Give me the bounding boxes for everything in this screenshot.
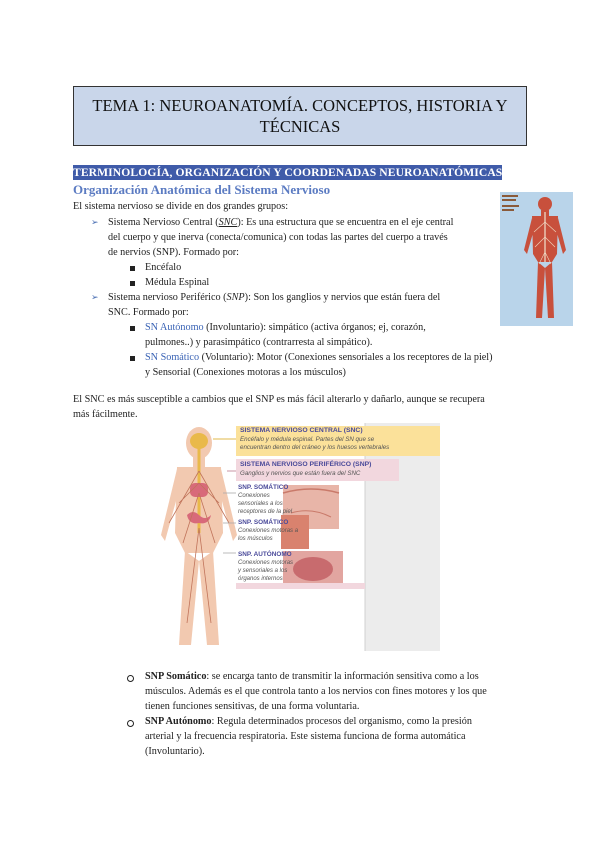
snc-line-3: de nervios (SNP). Formado por: <box>108 247 240 258</box>
bullet-autonomo-line-1: SNP Autónomo: Regula determinados procesos del organismo, como la presión <box>145 716 472 727</box>
paragraph-line-2: más fácilmente. <box>73 409 138 420</box>
square-bullet-icon <box>130 281 135 286</box>
snc-item-encefalo: Encéfalo <box>145 262 182 273</box>
fig-somatico2-desc: Conexiones motoras a los músculos <box>238 528 299 542</box>
square-bullet-icon <box>130 266 135 271</box>
snp-line-2: SNC. Formado por: <box>108 307 189 318</box>
circle-bullet-icon <box>127 720 134 727</box>
snp-somatico-line-2: y Sensorial (Conexiones motoras a los músculos) <box>145 367 346 378</box>
square-bullet-icon <box>130 326 135 331</box>
sn-somatico-label: SN Somático <box>145 352 200 363</box>
fig-snp-desc: Ganglios y nervios que están fuera del SNC <box>240 470 361 477</box>
snp-autonomo-line-1: SN Autónomo (Involuntario): simpático (activa órganos; ej, corazón, <box>145 322 426 333</box>
snc-line-1: Sistema Nervioso Central (SNC): Es una estructura que se encuentra en el eje central <box>108 217 454 228</box>
paragraph-line-1: El SNC es más susceptible a cambios que el SNP es más fácil alterarlo y dañarlo, aunque se recupera <box>73 394 485 405</box>
snc-item-medula: Médula Espinal <box>145 277 210 288</box>
snp-line-1: Sistema nervioso Periférico (SNP): Son los ganglios y nervios que están fuera del <box>108 292 441 303</box>
title-line-2: TÉCNICAS <box>259 117 341 136</box>
arrow-bullet-icon: ➢ <box>91 292 99 302</box>
bullet-autonomo-line-2: arterial y la frecuencia respiratoria. Este sistema funciona de forma automática <box>145 731 466 742</box>
bullet-somatico-line-2: músculos. Además es el que controla tanto a los nervios con fines motores y los que <box>145 686 487 697</box>
bullet-somatico-line-3: tienen funciones sensitivas, de una forma voluntaria. <box>145 701 360 712</box>
snp-abbr: SNP <box>226 292 245 303</box>
fig-snc-title: SISTEMA NERVIOSO CENTRAL (SNC) <box>240 427 363 434</box>
circle-bullet-icon <box>127 675 134 682</box>
section-heading: TERMINOLOGÍA, ORGANIZACIÓN Y COORDENADAS NEUROANATÓMICAS <box>73 166 503 179</box>
sn-autonomo-label: SN Autónomo <box>145 322 204 333</box>
nervous-system-figure <box>143 423 440 651</box>
square-bullet-icon <box>130 356 135 361</box>
snc-line-2: del cuerpo y que inerva (conecta/comunica) con todas las partes del cuerpo a través <box>108 232 448 243</box>
fig-snc-desc-1: Encéfalo y médula espinal. Partes del SN que se <box>240 436 375 443</box>
intro-text: El sistema nervioso se divide en dos grandes grupos: <box>73 201 289 212</box>
fig-snc-desc-2: encuentran dentro del cráneo y los huesos vertebrales <box>240 444 390 451</box>
snp-somatico-term: SNP Somático <box>145 671 207 682</box>
page-title <box>73 86 527 146</box>
bullet-somatico-line-1: SNP Somático: se encarga tanto de transmitir la información sensitiva como a los <box>145 671 479 682</box>
snp-autonomo-term: SNP Autónomo <box>145 716 212 727</box>
snc-abbr: SNC <box>218 217 238 228</box>
fig-somatico2-title: SNP. SOMÁTICO <box>238 519 289 526</box>
subsection-heading: Organización Anatómica del Sistema Nervioso <box>73 182 331 197</box>
fig-somatico1-title: SNP. SOMÁTICO <box>238 484 289 491</box>
fig-snp-title: SISTEMA NERVIOSO PERIFÉRICO (SNP) <box>240 461 372 468</box>
fig-somatico1-desc: Conexiones sensoriales a los receptores de la piel <box>238 493 293 515</box>
arrow-bullet-icon: ➢ <box>91 217 99 227</box>
body-nervous-system-image <box>500 192 573 326</box>
title-line-1: TEMA 1: NEUROANATOMÍA. CONCEPTOS, HISTORIA Y <box>92 96 508 115</box>
snp-somatico-line-1: SN Somático (Voluntario): Motor (Conexiones sensoriales a los receptores de la piel) <box>145 352 493 363</box>
fig-autonomo-title: SNP. AUTÓNOMO <box>238 551 292 558</box>
bullet-autonomo-line-3: (Involuntario). <box>145 746 205 757</box>
fig-autonomo-desc: Conexiones motoras y sensoriales a los órganos internos <box>238 560 294 582</box>
snp-autonomo-line-2: pulmones..) y parasimpático (contrarresta al simpático). <box>145 337 373 348</box>
